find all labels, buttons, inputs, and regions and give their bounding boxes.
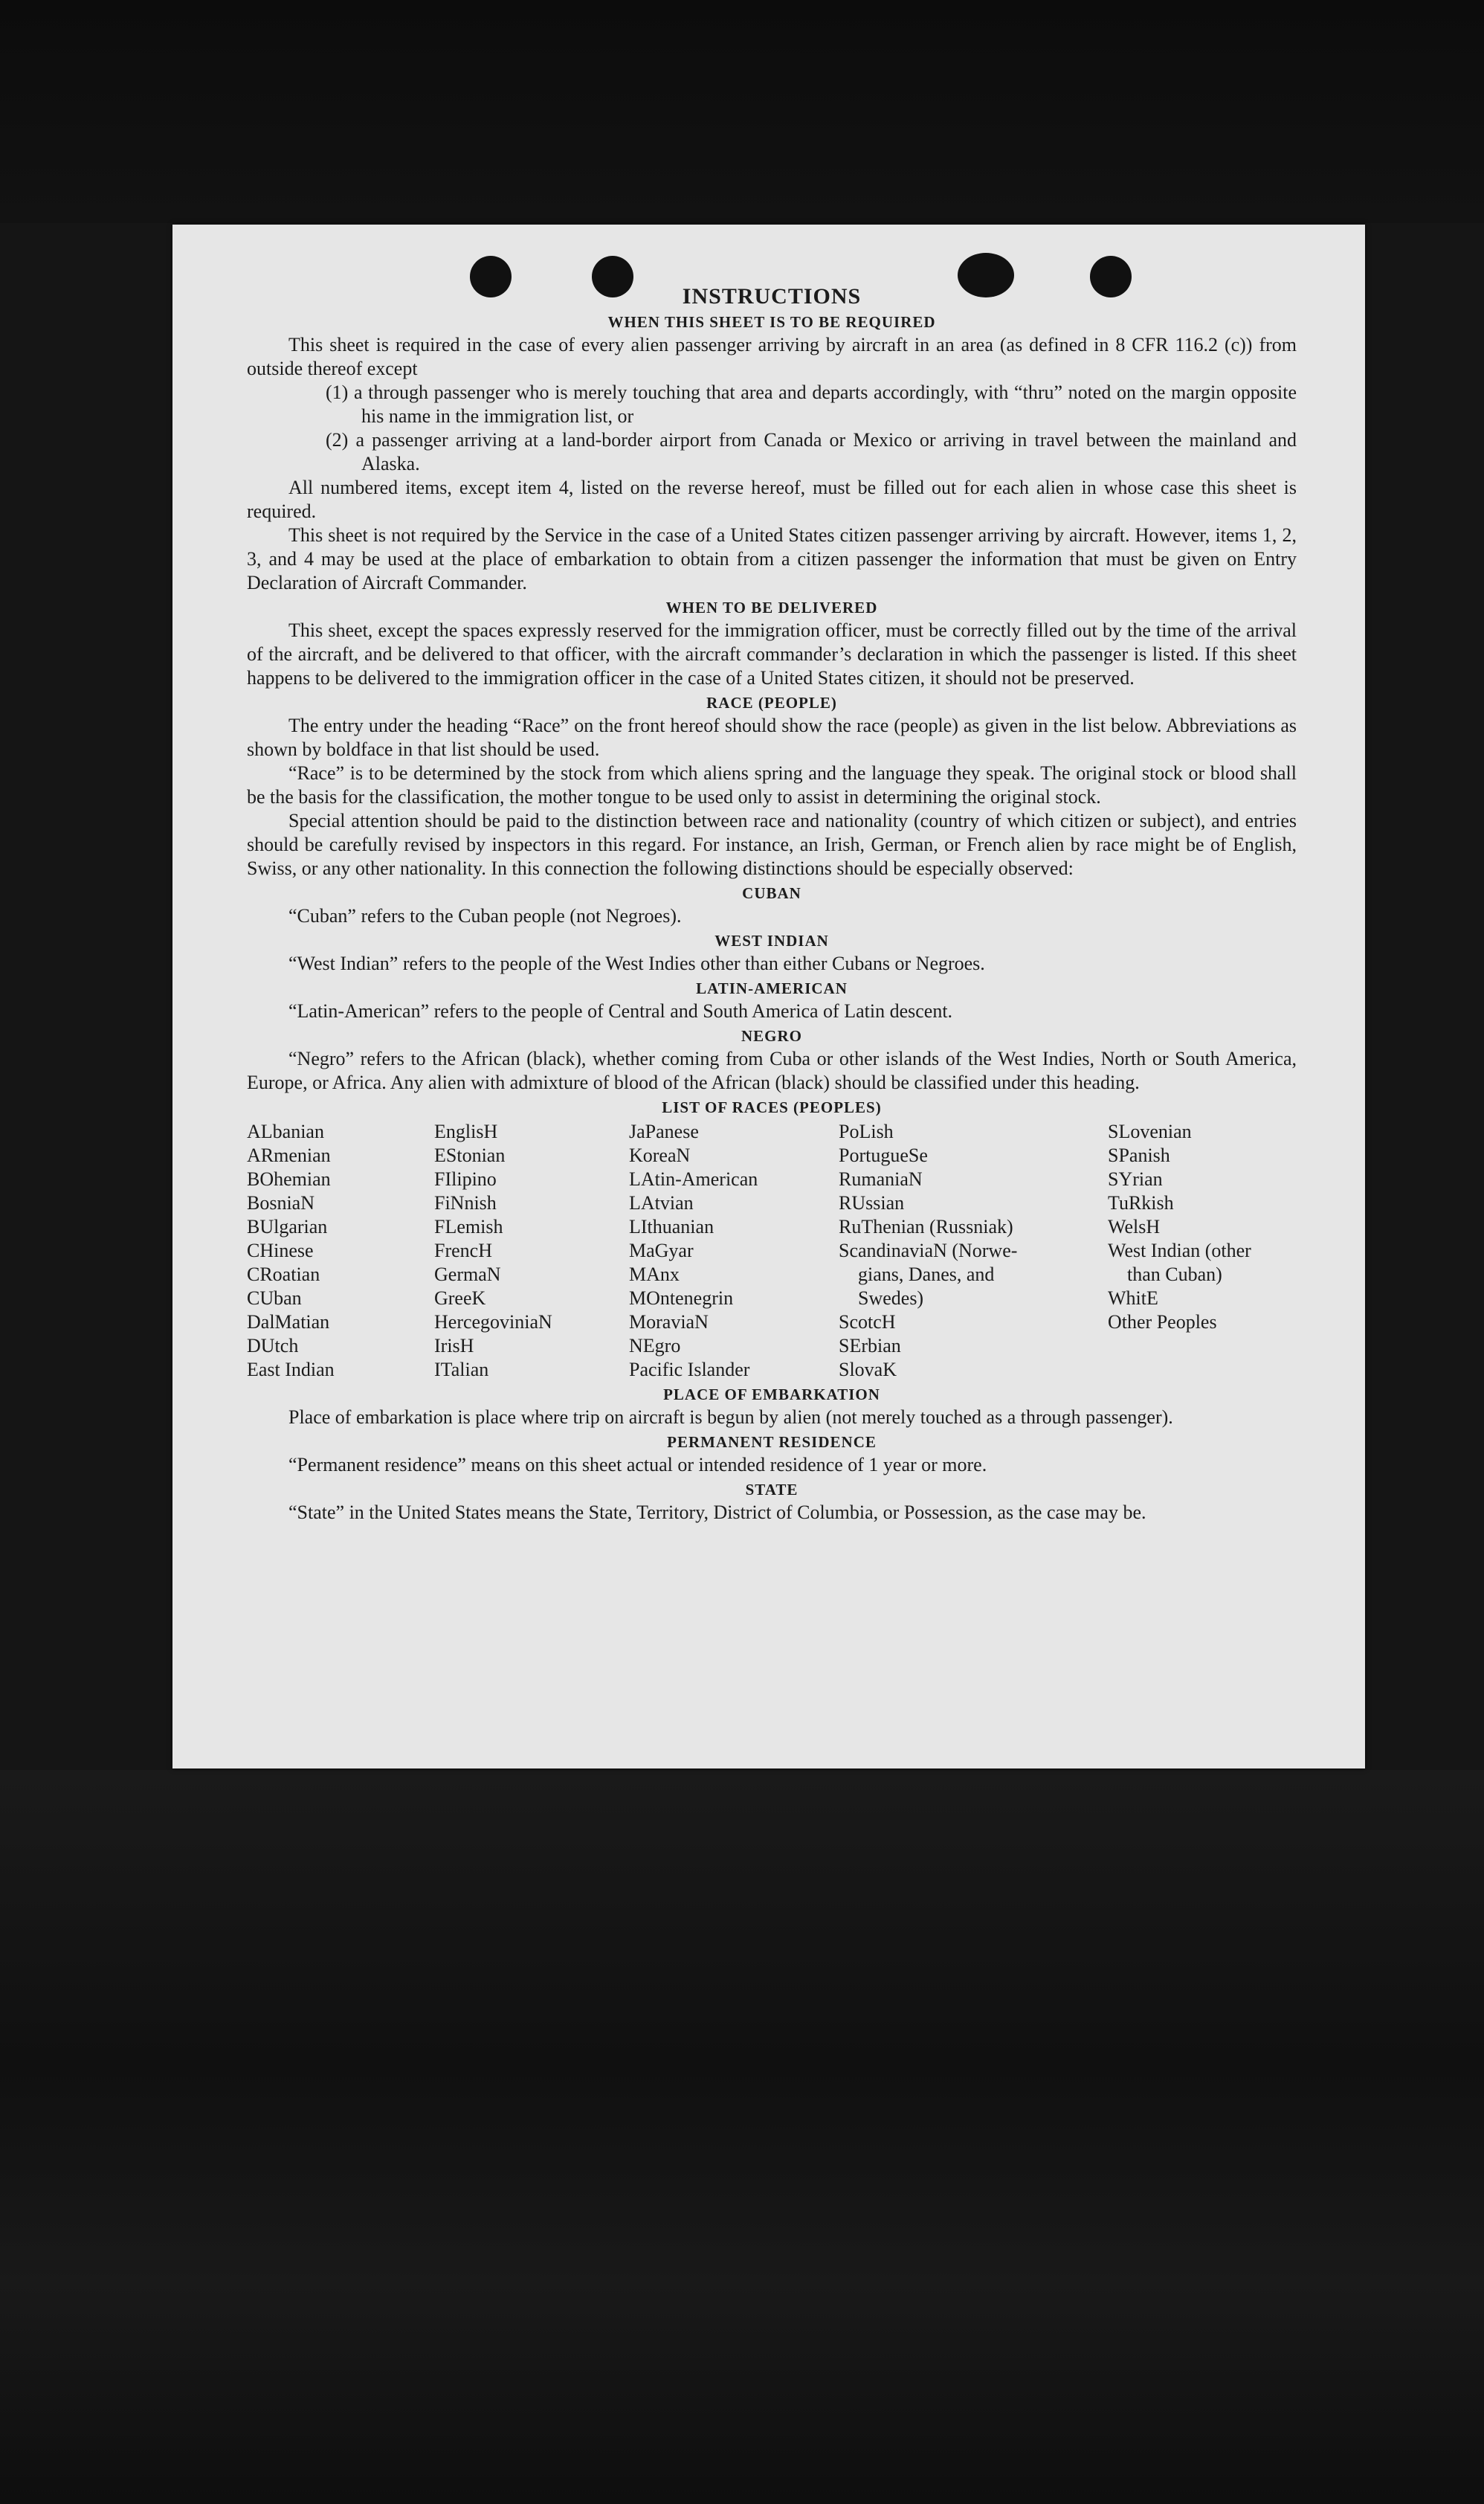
race-entry: SPanish bbox=[1108, 1145, 1170, 1166]
section-heading-residence: PERMANENT RESIDENCE bbox=[667, 1433, 877, 1451]
race-entry: FiNnish bbox=[434, 1192, 497, 1214]
paragraph: “Latin-American” refers to the people of Central and South America of Latin descent. bbox=[288, 1000, 953, 1022]
race-entry: FrencH bbox=[434, 1240, 492, 1261]
race-entry: ALbanian bbox=[247, 1121, 324, 1142]
race-entry: EnglisH bbox=[434, 1121, 498, 1142]
paragraph: The entry under the heading “Race” on the front hereof should show the race (people) as given in the list below. Abbreviations as shown by boldface in that list should be used. bbox=[247, 715, 1297, 760]
list-item: (2) a passenger arriving at a land-border airport from Canada or Mexico or arriving in travel between the mainland and Alaska. bbox=[326, 429, 1297, 474]
race-entry: WelsH bbox=[1108, 1216, 1161, 1237]
race-entry: HercegoviniaN bbox=[434, 1311, 552, 1333]
section-heading-delivered: WHEN TO BE DELIVERED bbox=[665, 599, 878, 617]
race-entry: DUtch bbox=[247, 1335, 299, 1356]
paragraph: This sheet is required in the case of every alien passenger arriving by aircraft in an area (as defined in 8 CFR 116.2 (c)) from outside thereof except bbox=[247, 334, 1297, 379]
film-border-top bbox=[0, 0, 1484, 223]
paragraph: “Permanent residence” means on this sheet actual or intended residence of 1 year or more. bbox=[288, 1454, 987, 1475]
race-entry: SlovaK bbox=[839, 1359, 897, 1380]
race-entry: West Indian (other bbox=[1108, 1240, 1251, 1261]
races-column bbox=[839, 1120, 1108, 1382]
paragraph: Special attention should be paid to the distinction between race and nationality (country of which citizen or subject), and entries should be carefully revised by inspectors in this regard. For instance, an Irish, German, or French alien by race might be of English, Swiss, or any other nationality. In this connection the following distinctions should be especially observed: bbox=[247, 810, 1297, 879]
section-heading-races-list: LIST OF RACES (PEOPLES) bbox=[662, 1098, 882, 1116]
paragraph: “Race” is to be determined by the stock from which aliens spring and the language they speak. The original stock or blood shall be the basis for the classification, the mother tongue to be used only to assist in determining the original stock. bbox=[247, 762, 1297, 808]
race-entry: GreeK bbox=[434, 1287, 486, 1309]
race-entry: CHinese bbox=[247, 1240, 314, 1261]
race-entry: PoLish bbox=[839, 1121, 894, 1142]
section-heading-embarkation: PLACE OF EMBARKATION bbox=[663, 1385, 880, 1403]
paragraph: This sheet is not required by the Service in the case of a United States citizen passenger arriving by aircraft. However, items 1, 2, 3, and 4 may be used at the place of embarkation to obtain from a citizen passenger the information that must be given on Entry Declaration of Aircraft Commander. bbox=[247, 524, 1297, 593]
race-entry: MoraviaN bbox=[629, 1311, 709, 1333]
race-entry: LIthuanian bbox=[629, 1216, 714, 1237]
race-entry: ITalian bbox=[434, 1359, 489, 1380]
race-entry: WhitE bbox=[1108, 1287, 1158, 1309]
race-entry: PortugueSe bbox=[839, 1145, 928, 1166]
race-entry: Swedes) bbox=[858, 1287, 924, 1309]
instruction-sheet bbox=[172, 225, 1365, 1768]
race-entry: NEgro bbox=[629, 1335, 681, 1356]
race-entry: ScotcH bbox=[839, 1311, 896, 1333]
race-entry: LAtin-American bbox=[629, 1168, 758, 1190]
section-heading-west-indian: WEST INDIAN bbox=[714, 932, 829, 950]
race-entry: FLemish bbox=[434, 1216, 503, 1237]
race-entry: SYrian bbox=[1108, 1168, 1163, 1190]
section-heading-negro: NEGRO bbox=[741, 1027, 802, 1045]
race-entry: Other Peoples bbox=[1108, 1311, 1217, 1333]
race-entry: MaGyar bbox=[629, 1240, 694, 1261]
film-border-bottom bbox=[0, 1770, 1484, 2504]
paragraph: “Negro” refers to the African (black), whether coming from Cuba or other islands of the West Indies, North or South America, Europe, or Africa. Any alien with admixture of blood of the African (black) should be classified under this heading. bbox=[247, 1048, 1297, 1093]
race-entry: DalMatian bbox=[247, 1311, 330, 1333]
race-entry: BUlgarian bbox=[247, 1216, 328, 1237]
race-entry: TuRkish bbox=[1108, 1192, 1174, 1214]
paragraph: All numbered items, except item 4, listed on the reverse hereof, must be filled out for each alien in whose case this sheet is required. bbox=[247, 477, 1297, 522]
sheet-content bbox=[247, 284, 1297, 1525]
section-heading-state: STATE bbox=[745, 1481, 799, 1499]
paragraph: This sheet, except the spaces expressly reserved for the immigration officer, must be correctly filled out by the time of the arrival of the aircraft, and be delivered to that officer, with the aircraft commander’s declaration in which the passenger is listed. If this sheet happens to be delivered to the immigration officer in the case of a United States citizen, it should not be preserved. bbox=[247, 619, 1297, 689]
races-column bbox=[629, 1120, 839, 1382]
races-list bbox=[247, 1120, 1297, 1382]
race-entry: CRoatian bbox=[247, 1264, 320, 1285]
race-entry: Pacific Islander bbox=[629, 1359, 750, 1380]
race-entry: GermaN bbox=[434, 1264, 501, 1285]
race-entry: RuThenian (Russniak) bbox=[839, 1216, 1013, 1237]
section-heading-race: RACE (PEOPLE) bbox=[706, 694, 837, 712]
race-entry: JaPanese bbox=[629, 1121, 699, 1142]
race-entry: KoreaN bbox=[629, 1145, 691, 1166]
race-entry: BosniaN bbox=[247, 1192, 314, 1214]
list-item: (1) a through passenger who is merely touching that area and departs accordingly, with “thru” noted on the margin opposite his name in the immigration list, or bbox=[326, 382, 1297, 427]
race-entry: RumaniaN bbox=[839, 1168, 923, 1190]
race-entry: LAtvian bbox=[629, 1192, 694, 1214]
paragraph: “State” in the United States means the State, Territory, District of Columbia, or Possession, as the case may be. bbox=[288, 1502, 1146, 1523]
race-entry: ScandinaviaN (Norwe- bbox=[839, 1240, 1018, 1261]
race-entry: SLovenian bbox=[1108, 1121, 1192, 1142]
races-column bbox=[1108, 1120, 1297, 1382]
races-column bbox=[434, 1120, 629, 1382]
page-title: INSTRUCTIONS bbox=[682, 284, 862, 309]
race-entry: MAnx bbox=[629, 1264, 680, 1285]
race-entry: MOntenegrin bbox=[629, 1287, 734, 1309]
section-heading-cuban: CUBAN bbox=[742, 884, 801, 902]
race-entry: FIlipino bbox=[434, 1168, 497, 1190]
race-entry: IrisH bbox=[434, 1335, 474, 1356]
paragraph: Place of embarkation is place where trip on aircraft is begun by alien (not merely touched as a through passenger). bbox=[288, 1406, 1173, 1428]
race-entry: gians, Danes, and bbox=[858, 1264, 995, 1285]
race-entry: CUban bbox=[247, 1287, 302, 1309]
section-heading-latin-american: LATIN-AMERICAN bbox=[696, 979, 848, 997]
race-entry: than Cuban) bbox=[1127, 1264, 1222, 1285]
race-entry: ARmenian bbox=[247, 1145, 331, 1166]
races-column bbox=[247, 1120, 434, 1382]
race-entry: BOhemian bbox=[247, 1168, 331, 1190]
paragraph: “Cuban” refers to the Cuban people (not Negroes). bbox=[288, 905, 682, 927]
race-entry: East Indian bbox=[247, 1359, 335, 1380]
section-heading-required: WHEN THIS SHEET IS TO BE REQUIRED bbox=[607, 313, 936, 331]
paragraph: “West Indian” refers to the people of the West Indies other than either Cubans or Negroes. bbox=[288, 953, 985, 974]
race-entry: SErbian bbox=[839, 1335, 901, 1356]
race-entry: EStonian bbox=[434, 1145, 506, 1166]
race-entry: RUssian bbox=[839, 1192, 905, 1214]
